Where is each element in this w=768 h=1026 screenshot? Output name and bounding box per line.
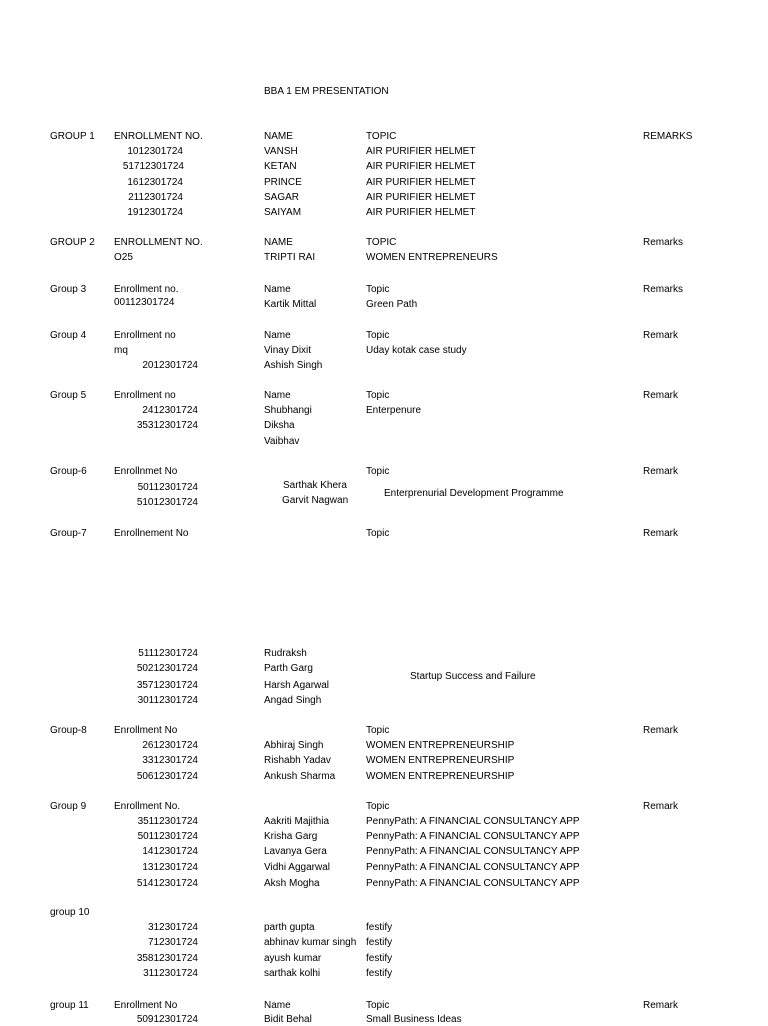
enrollment-number: 1612301724 — [127, 177, 183, 188]
group-label: Group-8 — [50, 725, 87, 736]
topic-cell: WOMEN ENTREPRENEURS — [366, 252, 498, 263]
enrollment-number: 50212301724 — [136, 663, 198, 674]
enrollment-number: 2112301724 — [128, 192, 183, 203]
topic-cell: festify — [366, 922, 393, 933]
topic-header: Topic — [366, 1000, 390, 1011]
member-name: Lavanya Gera — [264, 846, 327, 857]
member-name: KETAN — [264, 161, 297, 172]
topic-cell: Green Path — [366, 299, 418, 310]
member-name: Ashish Singh — [264, 360, 323, 371]
enrollment-header: Enrollment no. — [114, 284, 179, 295]
enrollment-header: Enrollment No. — [114, 801, 181, 812]
member-name: TRIPTI RAI — [264, 252, 316, 263]
remarks-header: Remark — [643, 1000, 679, 1011]
name-header: NAME — [264, 131, 293, 142]
member-name: Rishabh Yadav — [264, 755, 331, 766]
enrollment-number: 51412301724 — [136, 878, 198, 889]
topic-cell: PennyPath: A FINANCIAL CONSULTANCY APP — [366, 816, 580, 827]
enrollment-header: Enrollment No — [114, 725, 178, 736]
member-name: Kartik Mittal — [264, 299, 317, 310]
enrollment-number: 1012301724 — [127, 146, 183, 157]
member-name: Parth Garg — [264, 663, 313, 674]
enrollment-number: 1912301724 — [127, 207, 183, 218]
name-header: Name — [264, 390, 291, 401]
enrollment-number: 51112301724 — [138, 648, 198, 659]
topic-cell: Small Business Ideas — [366, 1014, 462, 1025]
enrollment-header: Enrollment No — [114, 1000, 178, 1011]
topic-cell: AIR PURIFIER HELMET — [366, 146, 476, 157]
enrollment-header: Enrollnmet No — [114, 466, 178, 477]
name-header: Name — [264, 284, 291, 295]
remarks-header: Remark — [643, 528, 679, 539]
topic-cell: AIR PURIFIER HELMET — [366, 161, 476, 172]
member-name: Diksha — [264, 420, 295, 431]
group-label: Group 5 — [50, 390, 87, 401]
enrollment-number: 2612301724 — [142, 740, 198, 751]
enrollment-number: 35312301724 — [136, 420, 198, 431]
enrollment-number: 35712301724 — [136, 680, 198, 691]
topic-header: Topic — [366, 390, 390, 401]
enrollment-number: 50112301724 — [137, 831, 198, 842]
topic-cell: Startup Success and Failure — [410, 671, 536, 682]
remarks-header: Remarks — [643, 237, 684, 248]
name-header: Name — [264, 330, 291, 341]
remarks-header: Remark — [643, 466, 679, 477]
enrollment-number: 3312301724 — [142, 755, 198, 766]
member-name: Vinay Dixit — [264, 345, 312, 356]
member-name: parth gupta — [264, 922, 315, 933]
enrollment-number: 712301724 — [147, 937, 198, 948]
member-name: sarthak kolhi — [264, 968, 321, 979]
topic-cell: WOMEN ENTREPRENEURSHIP — [366, 771, 515, 782]
topic-cell: PennyPath: A FINANCIAL CONSULTANCY APP — [366, 831, 580, 842]
enrollment-number: 51712301724 — [122, 161, 184, 172]
topic-cell: Enterpenure — [366, 405, 422, 416]
topic-cell: Enterprenurial Development Programme — [384, 488, 564, 499]
enrollment-number: mq — [114, 345, 128, 356]
enrollment-header: Enrollment no — [114, 330, 176, 341]
enrollment-number: O25 — [114, 252, 133, 263]
remarks-header: Remarks — [643, 284, 684, 295]
topic-header: Topic — [366, 466, 390, 477]
member-name: SAGAR — [264, 192, 300, 203]
member-name: Garvit Nagwan — [282, 495, 349, 506]
enrollment-number: 50612301724 — [136, 771, 198, 782]
member-name: Sarthak Khera — [283, 480, 347, 491]
enrollment-number: 30112301724 — [137, 695, 198, 706]
enrollment-header: ENROLLMENT NO. — [114, 131, 203, 142]
member-name: Rudraksh — [264, 648, 307, 659]
group-label: Group 3 — [50, 284, 87, 295]
member-name: Vaibhav — [264, 436, 300, 447]
enrollment-number: 3112301724 — [143, 968, 198, 979]
group-label: Group 9 — [50, 801, 87, 812]
remarks-header: Remark — [643, 801, 679, 812]
member-name: SAIYAM — [264, 207, 302, 218]
group-label: Group 4 — [50, 330, 87, 341]
member-name: Bidit Behal — [264, 1014, 312, 1025]
enrollment-header: Enrollnement No — [114, 528, 189, 539]
group-label: Group-6 — [50, 466, 87, 477]
member-name: Aakriti Majithia — [264, 816, 330, 827]
topic-cell: AIR PURIFIER HELMET — [366, 177, 476, 188]
member-name: Aksh Mogha — [264, 878, 320, 889]
topic-cell: PennyPath: A FINANCIAL CONSULTANCY APP — [366, 878, 580, 889]
topic-cell: festify — [366, 968, 393, 979]
topic-cell: Uday kotak case study — [366, 345, 467, 356]
member-name: abhinav kumar singh — [264, 937, 357, 948]
topic-header: Topic — [366, 330, 390, 341]
enrollment-number: 00112301724 — [114, 297, 175, 308]
topic-cell: WOMEN ENTREPRENEURSHIP — [366, 755, 515, 766]
member-name: VANSH — [264, 146, 298, 157]
remarks-header: Remark — [643, 725, 679, 736]
group-label: Group-7 — [50, 528, 87, 539]
topic-header: TOPIC — [366, 237, 397, 248]
name-header: NAME — [264, 237, 293, 248]
topic-header: Topic — [366, 528, 390, 539]
topic-cell: WOMEN ENTREPRENEURSHIP — [366, 740, 515, 751]
topic-header: Topic — [366, 801, 390, 812]
group-label: group 11 — [50, 1000, 89, 1011]
remarks-header: Remark — [643, 390, 679, 401]
group-label: GROUP 2 — [50, 237, 95, 248]
remarks-header: Remark — [643, 330, 679, 341]
group-label: group 10 — [50, 907, 90, 918]
enrollment-number: 51012301724 — [136, 497, 198, 508]
remarks-header: REMARKS — [643, 131, 693, 142]
topic-cell: AIR PURIFIER HELMET — [366, 192, 476, 203]
enrollment-number: 1312301724 — [142, 862, 198, 873]
topic-cell: festify — [366, 953, 393, 964]
topic-header: Topic — [366, 725, 390, 736]
topic-cell: festify — [366, 937, 393, 948]
member-name: Krisha Garg — [264, 831, 318, 842]
page-title: BBA 1 EM PRESENTATION — [264, 86, 389, 97]
member-name: Ankush Sharma — [264, 771, 336, 782]
topic-header: Topic — [366, 284, 390, 295]
enrollment-number: 1412301724 — [142, 846, 198, 857]
member-name: Angad Singh — [264, 695, 322, 706]
member-name: Abhiraj Singh — [264, 740, 324, 751]
enrollment-number: 50112301724 — [137, 482, 198, 493]
enrollment-number: 35112301724 — [137, 816, 198, 827]
enrollment-number: 2012301724 — [142, 360, 198, 371]
group-label: GROUP 1 — [50, 131, 95, 142]
name-header: Name — [264, 1000, 291, 1011]
enrollment-header: ENROLLMENT NO. — [114, 237, 203, 248]
enrollment-number: 2412301724 — [142, 405, 198, 416]
member-name: PRINCE — [264, 177, 302, 188]
enrollment-header: Enrollment no — [114, 390, 176, 401]
topic-cell: PennyPath: A FINANCIAL CONSULTANCY APP — [366, 862, 580, 873]
member-name: ayush kumar — [264, 953, 322, 964]
topic-cell: PennyPath: A FINANCIAL CONSULTANCY APP — [366, 846, 580, 857]
member-name: Shubhangi — [264, 405, 312, 416]
enrollment-number: 312301724 — [147, 922, 198, 933]
enrollment-number: 50912301724 — [136, 1014, 198, 1025]
member-name: Vidhi Aggarwal — [264, 862, 330, 873]
topic-cell: AIR PURIFIER HELMET — [366, 207, 476, 218]
enrollment-number: 35812301724 — [136, 953, 198, 964]
topic-header: TOPIC — [366, 131, 397, 142]
member-name: Harsh Agarwal — [264, 680, 330, 691]
